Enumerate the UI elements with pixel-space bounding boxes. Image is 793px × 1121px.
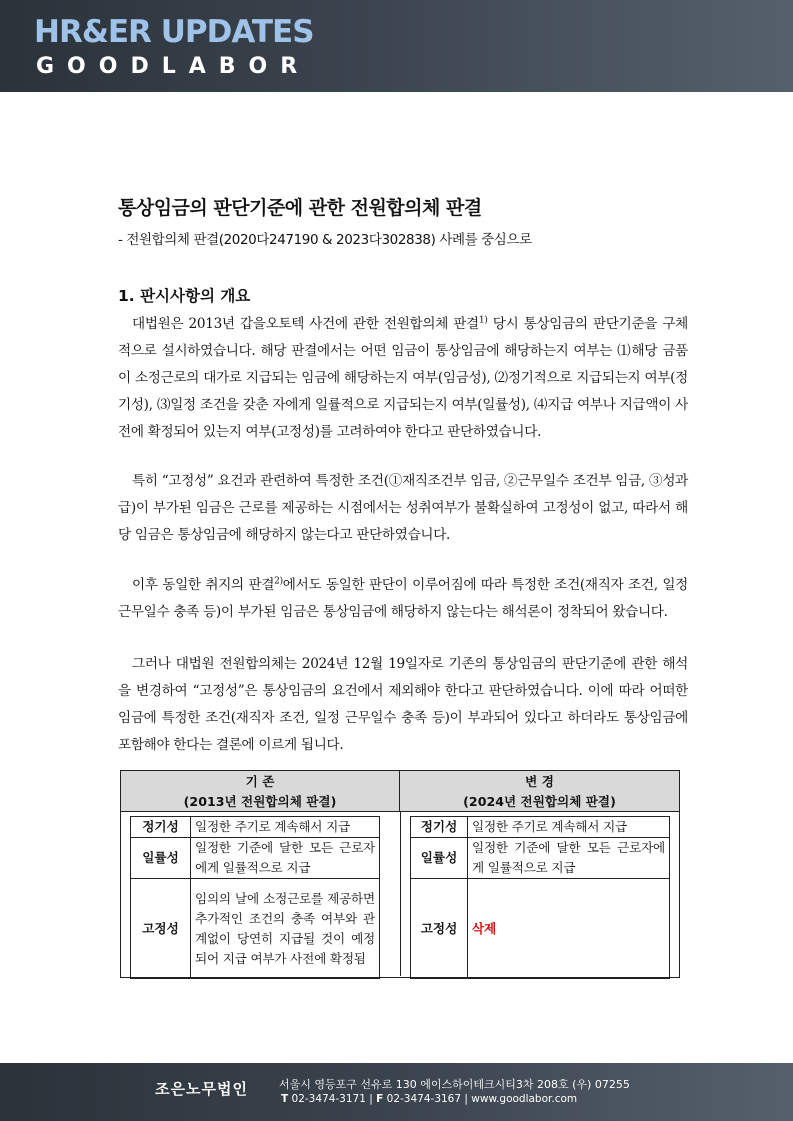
brand-subtitle: GOODLABOR: [36, 54, 311, 79]
criteria-description: 일정한 주기로 계속해서 지급: [191, 817, 380, 838]
after-criteria-table: [410, 816, 670, 979]
firm-name: 조은노무법인: [155, 1080, 248, 1098]
section-heading: 1. 판시사항의 개요: [118, 287, 251, 305]
paragraph-3-text: 이후 동일한 취지의 판결: [132, 577, 275, 593]
table-row: [131, 838, 380, 879]
paragraph-3: [118, 572, 688, 626]
column-divider: [400, 812, 401, 976]
criteria-label: 고정성: [411, 879, 468, 979]
after-header-title: 변 경: [525, 774, 554, 789]
criteria-label: 일률성: [411, 838, 468, 879]
page-header: [0, 0, 793, 92]
fax-label: F: [376, 1093, 384, 1105]
document-title: 통상임금의 판단기준에 관한 전원합의체 판결: [118, 197, 482, 219]
before-header-ruling: (2013년 전원합의체 판결): [183, 794, 337, 809]
criteria-label: 일률성: [131, 838, 191, 879]
after-header-ruling: (2024년 전원합의체 판결): [463, 794, 616, 809]
footnote-ref-2: 2): [274, 576, 283, 587]
criteria-label: 고정성: [131, 879, 191, 979]
deleted-status: 삭제: [468, 879, 670, 979]
comparison-table: [120, 770, 680, 978]
website-link[interactable]: www.goodlabor.com: [471, 1093, 578, 1105]
paragraph-4: [118, 651, 688, 759]
criteria-label: 정기성: [131, 817, 191, 838]
footnote-ref-1: 1): [478, 315, 488, 326]
firm-contact: T 02-3474-3171 | F 02-3474-3167 | www.goodlabor.com: [281, 1093, 578, 1105]
tel-label: T: [281, 1093, 289, 1105]
table-row: [411, 879, 670, 979]
paragraph-4-text: 그러나 대법원 전원합의체는 2024년 12월 19일자로 기존의 통상임금의 판단기준에 관한 해석을 변경하여 “고정성”은 통상임금의 요건에서 제외해야 한다고 판단하였습니다. 이에 따라 어떠한 임금에 특정한 조건(재직자 조건, 일정 근무일수 충족 등)이 부과되어 있다고 하더라도 통상임금에 포함해야 한다는 결론에 이르게 됩니다.: [118, 656, 688, 753]
after-column-header: [400, 771, 679, 812]
table-row: [131, 879, 380, 979]
criteria-description: 일정한 기준에 달한 모든 근로자에게 일률적으로 지급: [191, 838, 380, 879]
firm-address: 서울시 영등포구 선유로 130 에이스하이테크시티3차 208호 (우) 07255: [279, 1078, 630, 1091]
table-row: [411, 817, 670, 838]
before-criteria-table: [130, 816, 380, 979]
document-subtitle: - 전원합의체 판결(2020다247190 & 2023다302838) 사례를 중심으로: [118, 232, 532, 248]
brand-title: HR&ER UPDATES: [34, 14, 314, 50]
paragraph-3-text-cont: 에서도 동일한 판단이 이루어짐에 따라 특정한 조건(재직자 조건, 일정 근무일수 충족 등)이 부가된 임금은 통상임금에 해당하지 않는다는 해석론이 정착되어 왔습니다.: [118, 577, 688, 620]
criteria-description: 임의의 날에 소정근로를 제공하면 추가적인 조건의 충족 여부와 관계없이 당연히 지급될 것이 예정되어 지급 여부가 사전에 확정됨: [191, 879, 380, 979]
table-row: [411, 838, 670, 879]
paragraph-1-text-cont: 당시 통상임금의 판단기준을 구체적으로 설시하였습니다. 해당 판결에서는 어떤 임금이 통상임금에 해당하는지 여부는 ⑴해당 금품이 소정근로의 대가로 지급되는 임금에 해당하는지 여부(임금성), ⑵정기적으로 지급되는지 여부(정기성), ⑶일정 조건을 갖춘 자에게 일률적으로 지급되는지 여부(일률성), ⑷지급 여부나 지급액이 사전에 확정되어 있는지 여부(고정성)를 고려하여야 한다고 판단하였습니다.: [118, 316, 688, 440]
before-column-header: [121, 771, 400, 812]
paragraph-1-text: 대법원은 2013년 갑을오토텍 사건에 관한 전원합의체 판결: [132, 316, 479, 332]
table-row: [131, 817, 380, 838]
before-header-title: 기 존: [245, 774, 275, 789]
fax-number: 02-3474-3167: [386, 1093, 462, 1105]
criteria-description: 일정한 기준에 달한 모든 근로자에게 일률적으로 지급: [468, 838, 670, 879]
criteria-label: 정기성: [411, 817, 468, 838]
paragraph-2: [118, 468, 688, 549]
page-footer: [0, 1063, 793, 1121]
criteria-description: 일정한 주기로 계속해서 지급: [468, 817, 670, 838]
tel-number: 02-3474-3171: [291, 1093, 366, 1105]
paragraph-2-text: 특히 “고정성” 요건과 관련하여 특정한 조건(①재직조건부 임금, ②근무일수 조건부 임금, ③성과급)이 부가된 임금은 근로를 제공하는 시점에서는 성취여부가 불확실하여 고정성이 없고, 따라서 해당 임금은 통상임금에 해당하지 않는다고 판단하였습니다.: [118, 473, 688, 543]
paragraph-1: [118, 311, 688, 446]
